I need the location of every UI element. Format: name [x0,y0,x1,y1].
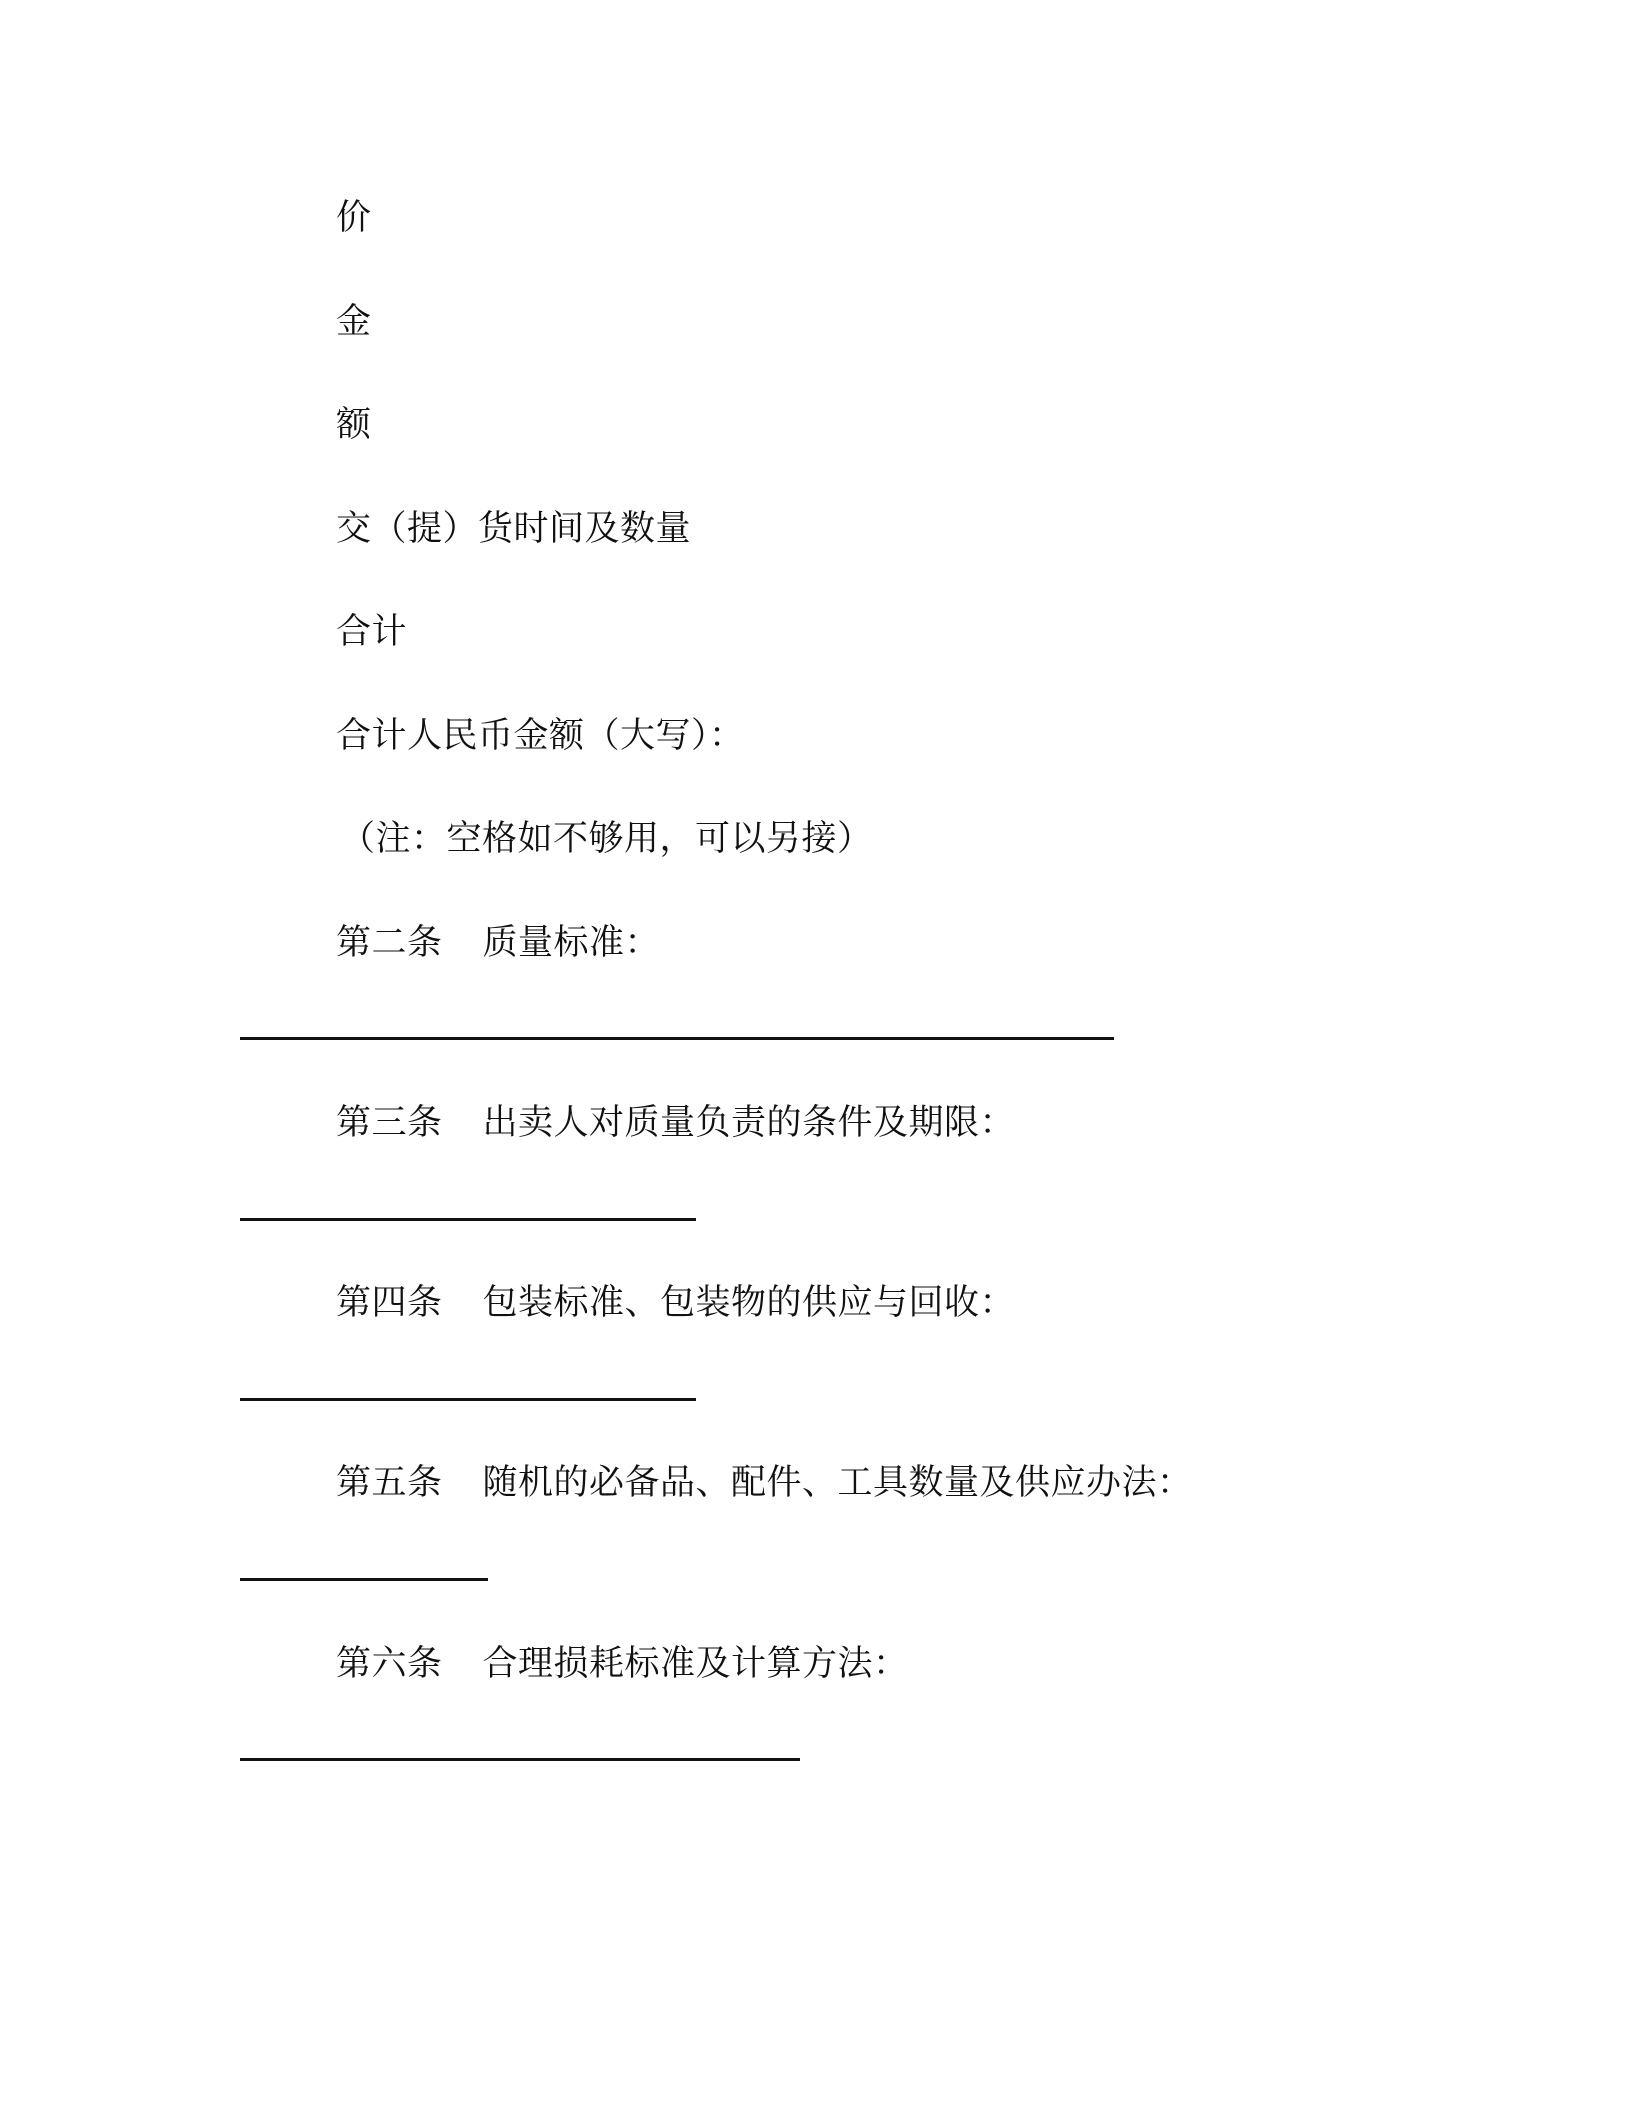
fill-in-blank-line [240,1037,1114,1040]
article-number: 第三条 [336,1103,443,1143]
total-label: 合计 [336,612,408,652]
article-title: 包装标准、包装物的供应与回收： [482,1283,1016,1323]
table-header-amount-char-2: 额 [336,405,372,445]
article-6 [336,1642,909,1686]
article-title: 质量标准： [482,923,661,963]
article-number: 第四条 [336,1283,443,1323]
total-rmb-amount-label: 合计人民币金额（大写）： [336,716,745,756]
note-text: （注：空格如不够用，可以另接） [340,819,873,859]
article-number: 第五条 [336,1463,443,1503]
fill-in-blank-line [240,1398,696,1401]
article-title: 随机的必备品、配件、工具数量及供应办法： [482,1463,1193,1503]
article-3 [336,1101,1015,1145]
article-4 [336,1281,1015,1325]
article-number: 第二条 [336,923,443,963]
fill-in-blank-line [240,1218,696,1221]
delivery-time-quantity-label: 交（提）货时间及数量 [336,509,692,549]
article-number: 第六条 [336,1644,443,1684]
table-header-amount-char-1: 金 [336,302,372,342]
article-title: 出卖人对质量负责的条件及期限： [482,1103,1016,1143]
table-header-price-char: 价 [336,198,372,238]
article-2 [336,921,660,965]
fill-in-blank-line [240,1758,800,1761]
article-title: 合理损耗标准及计算方法： [482,1644,909,1684]
fill-in-blank-line [240,1578,488,1581]
article-5 [336,1461,1193,1505]
